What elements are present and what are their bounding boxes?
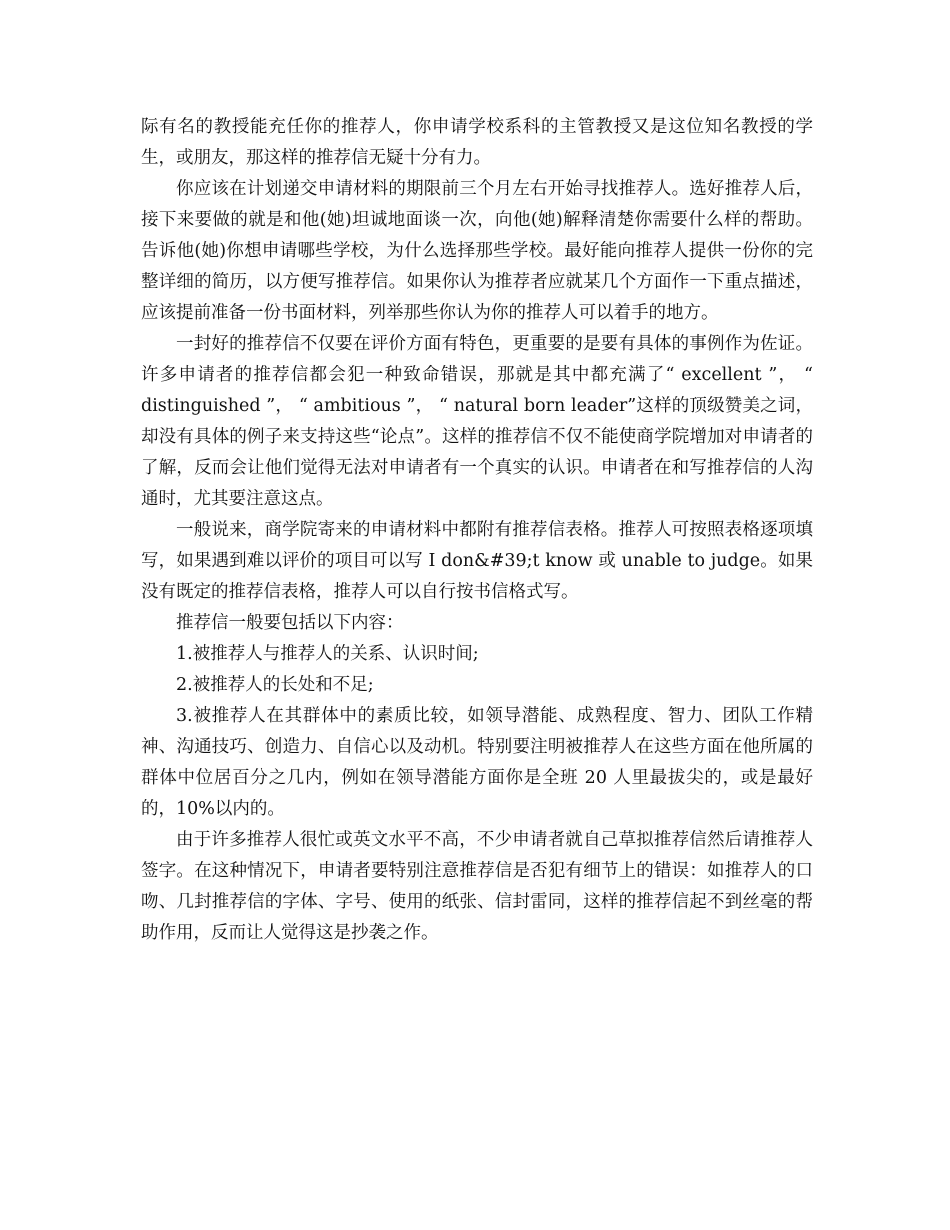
- paragraph-1: 际有名的教授能充任你的推荐人，你申请学校系科的主管教授又是这位知名教授的学生，或朋友，那这样的推荐信无疑十分有力。: [141, 117, 813, 168]
- list-item-2: 2.被推荐人的长处和不足;: [176, 675, 374, 695]
- list-item-3: 3.被推荐人在其群体中的素质比较，如领导潜能、成熟程度、智力、团队工作精神、沟通技巧、创造力、自信心以及动机。特别要注明被推荐人在这些方面在他所属的群体中位居百分之几内，例如在领导潜能方面你是全班 20 人里最拔尖的，或是最好的，10%以内的。: [141, 706, 813, 819]
- paragraph-4: 一般说来，商学院寄来的申请材料中都附有推荐信表格。推荐人可按照表格逐项填写，如果遇到难以评价的项目可以写 I don&#39;t know 或 unable to judge。如果没有既定的推荐信表格，推荐人可以自行按书信格式写。: [141, 520, 813, 602]
- paragraph-closing: 由于许多推荐人很忙或英文水平不高，不少申请者就自己草拟推荐信然后请推荐人签字。在这种情况下，申请者要特别注意推荐信是否犯有细节上的错误：如推荐人的口吻、几封推荐信的字体、字号、使用的纸张、信封雷同，这样的推荐信起不到丝毫的帮助作用，反而让人觉得这是抄袭之作。: [141, 830, 813, 943]
- paragraph-3: 一封好的推荐信不仅要在评价方面有特色，更重要的是要有具体的事例作为佐证。许多申请者的推荐信都会犯一种致命错误，那就是其中都充满了“ excellent ”， “ distinguished ”， “ ambitious ”， “ natural born leader”这样的顶级赞美之词，却没有具体的例子来支持这些“论点”。这样的推荐信不仅不能使商学院增加对申请者的了解，反而会让他们觉得无法对申请者有一个真实的认识。申请者在和写推荐信的人沟通时，尤其要注意这点。: [141, 334, 813, 509]
- document-body: [141, 112, 813, 949]
- list-item-1: 1.被推荐人与推荐人的关系、认识时间;: [176, 644, 479, 664]
- paragraph-2: 你应该在计划递交申请材料的期限前三个月左右开始寻找推荐人。选好推荐人后，接下来要做的就是和他(她)坦诚地面谈一次，向他(她)解释清楚你需要什么样的帮助。告诉他(她)你想申请哪些学校，为什么选择那些学校。最好能向推荐人提供一份你的完整详细的简历，以方便写推荐信。如果你认为推荐者应就某几个方面作一下重点描述，应该提前准备一份书面材料，列举那些你认为你的推荐人可以着手的地方。: [141, 179, 813, 323]
- list-intro: 推荐信一般要包括以下内容：: [176, 613, 404, 633]
